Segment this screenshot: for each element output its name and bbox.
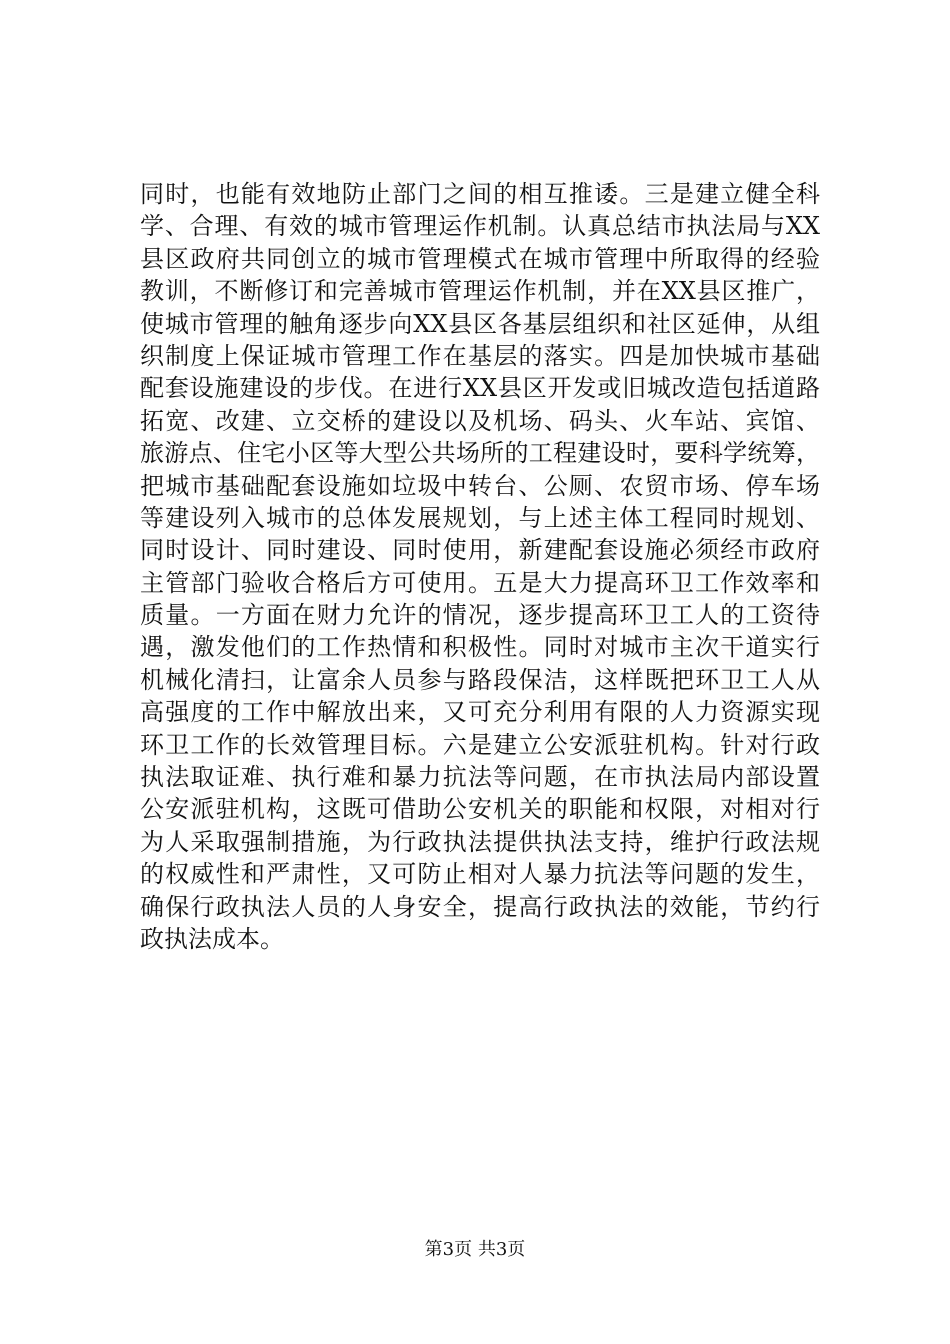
paragraph-line: 同时设计、同时建设、同时使用，新建配套设施必须经市政府 [140,536,820,565]
paragraph-line: 配套设施建设的步伐。在进行XX县区开发或旧城改造包括道路 [140,374,820,403]
paragraph-line: 确保行政执法人员的人身安全，提高行政执法的效能，节约行 [140,892,820,921]
paragraph-line: 旅游点、住宅小区等大型公共场所的工程建设时，要科学统筹， [140,439,820,468]
paragraph-line: 高强度的工作中解放出来，又可充分利用有限的人力资源实现 [140,698,820,727]
paragraph-line: 学、合理、有效的城市管理运作机制。认真总结市执法局与XX [140,212,820,241]
paragraph-line: 质量。一方面在财力允许的情况，逐步提高环卫工人的工资待 [140,601,820,630]
paragraph-line: 环卫工作的长效管理目标。六是建立公安派驻机构。针对行政 [140,730,820,759]
paragraph-line: 拓宽、改建、立交桥的建设以及机场、码头、火车站、宾馆、 [140,406,820,435]
body-paragraph [140,178,820,955]
paragraph-line: 县区政府共同创立的城市管理模式在城市管理中所取得的经验 [140,244,820,273]
paragraph-line: 机械化清扫，让富余人员参与路段保洁，这样既把环卫工人从 [140,665,820,694]
paragraph-line: 织制度上保证城市管理工作在基层的落实。四是加快城市基础 [140,341,820,370]
paragraph-line: 的权威性和严肃性，又可防止相对人暴力抗法等问题的发生， [140,860,820,889]
paragraph-line: 政执法成本。 [140,924,284,953]
paragraph-line: 使城市管理的触角逐步向XX县区各基层组织和社区延伸，从组 [140,309,820,338]
paragraph-line: 遇，激发他们的工作热情和积极性。同时对城市主次干道实行 [140,633,820,662]
paragraph-line: 同时，也能有效地防止部门之间的相互推诿。三是建立健全科 [140,180,820,208]
page-number-footer: 第3页 共3页 [424,1239,526,1260]
paragraph-line: 主管部门验收合格后方可使用。五是大力提高环卫工作效率和 [140,568,820,597]
paragraph-line: 执法取证难、执行难和暴力抗法等问题，在市执法局内部设置 [140,763,820,792]
paragraph-line: 公安派驻机构，这既可借助公安机关的职能和权限，对相对行 [140,795,820,824]
paragraph-line: 把城市基础配套设施如垃圾中转台、公厕、农贸市场、停车场 [140,471,820,500]
paragraph-line: 教训，不断修订和完善城市管理运作机制，并在XX县区推广， [140,277,820,306]
paragraph-line: 为人采取强制措施，为行政执法提供执法支持，维护行政法规 [140,827,820,856]
paragraph-line: 等建设列入城市的总体发展规划，与上述主体工程同时规划、 [140,503,820,532]
